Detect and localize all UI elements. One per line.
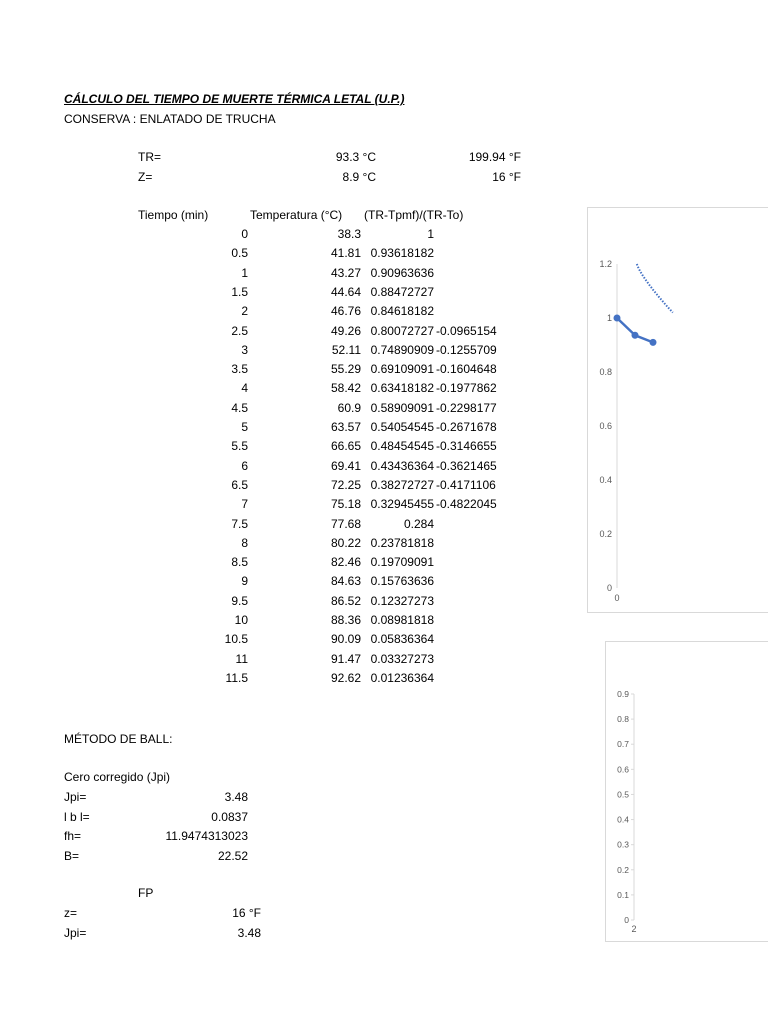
- cell-ratio: 0.84618182: [370, 304, 434, 319]
- cell-tiempo: 0.5: [231, 246, 248, 261]
- y-tick-label: 0: [606, 583, 612, 593]
- cell-temperatura: 75.18: [330, 497, 361, 512]
- y-tick-label: 0.6: [617, 764, 629, 775]
- cell-ratio: 0.12327273: [370, 593, 434, 608]
- y-tick-label: 0: [624, 915, 629, 925]
- cell-ratio: 0.58909091: [370, 400, 434, 415]
- chart-1[interactable]: [587, 207, 768, 613]
- cell-ratio: 0.69109091: [370, 362, 434, 377]
- cell-tiempo: 2: [241, 304, 248, 319]
- cell-tiempo: 10.5: [224, 632, 248, 647]
- x-tick-label: 0: [614, 593, 620, 603]
- cell-ratio: 0.38272727: [370, 477, 434, 492]
- z-celsius: 8.9 °C: [342, 170, 376, 184]
- cell-tiempo: 1.5: [231, 284, 248, 299]
- cell-temperatura: 66.65: [330, 439, 361, 454]
- cell-ratio: 0.93618182: [370, 246, 434, 261]
- cell-log: -0.2671678: [436, 420, 497, 434]
- ball-param-value: 0.0837: [211, 809, 248, 824]
- ball-param-value: 11.9474313023: [165, 829, 248, 843]
- cell-temperatura: 72.25: [330, 477, 361, 492]
- cell-ratio: 0.08981818: [370, 613, 434, 627]
- cell-log: -0.3621465: [436, 458, 497, 473]
- data-point: [632, 332, 639, 339]
- z-fahrenheit: 16 °F: [492, 170, 521, 184]
- page-title: CÁLCULO DEL TIEMPO DE MUERTE TÉRMICA LETAL (U.P.): [64, 92, 405, 106]
- cell-ratio: 0.54054545: [370, 420, 434, 434]
- cero-corregido-label: Cero corregido (Jpi): [64, 770, 171, 784]
- cell-log: -0.1977862: [436, 381, 497, 396]
- series-line: [617, 318, 653, 342]
- cell-tiempo: 6.5: [231, 477, 248, 492]
- cell-temperatura: 91.47: [330, 651, 361, 666]
- cell-log: -0.3146655: [436, 439, 497, 454]
- cell-log: -0.1604648: [436, 362, 497, 377]
- tr-celsius: 93.3 °C: [335, 150, 376, 164]
- cell-ratio: 0.05836364: [370, 632, 434, 647]
- cell-temperatura: 52.11: [331, 342, 361, 357]
- x-tick-label: 2: [631, 924, 637, 934]
- cell-ratio: 0.80072727: [370, 323, 434, 338]
- cell-temperatura: 58.42: [330, 381, 361, 396]
- data-point: [650, 339, 657, 346]
- cell-temperatura: 77.68: [330, 516, 361, 531]
- cell-temperatura: 86.52: [330, 593, 361, 608]
- col-header-temperatura: Temperatura (°C): [250, 208, 343, 222]
- cell-tiempo: 9.5: [231, 593, 248, 608]
- fp-heading: FP: [138, 886, 154, 900]
- cell-log: -0.0965154: [436, 323, 497, 338]
- cell-ratio: 0.43436364: [370, 458, 434, 473]
- cell-temperatura: 55.29: [330, 362, 361, 377]
- ball-param-value: 22.52: [217, 848, 248, 863]
- cell-temperatura: 63.57: [330, 420, 361, 434]
- cell-temperatura: 92.62: [330, 670, 361, 685]
- cell-tiempo: 4.5: [231, 400, 248, 415]
- fp-param-label: Jpi=: [64, 926, 87, 940]
- y-tick-label: 0.8: [617, 714, 629, 725]
- tr-label: TR=: [138, 150, 162, 164]
- cell-log: -0.4171106: [436, 477, 496, 492]
- cell-temperatura: 43.27: [330, 265, 361, 280]
- cell-tiempo: 9: [241, 574, 248, 589]
- z-label: Z=: [138, 170, 153, 184]
- fp-param-value: 3.48: [237, 926, 261, 940]
- cell-temperatura: 41.81: [330, 246, 361, 261]
- cell-tiempo: 11.5: [225, 670, 248, 685]
- y-tick-label: 0.2: [599, 529, 612, 539]
- cell-temperatura: 49.26: [330, 323, 361, 338]
- cell-log: -0.1255709: [436, 342, 497, 357]
- cell-ratio: 0.23781818: [370, 535, 434, 550]
- y-tick-label: 0.3: [617, 839, 629, 850]
- chart-1-plot: [588, 208, 768, 612]
- cell-ratio: 0.90963636: [370, 265, 434, 280]
- cell-ratio: 0.32945455: [370, 497, 434, 512]
- cell-ratio: 0.63418182: [370, 381, 434, 396]
- ball-param-label: l b l=: [64, 809, 90, 824]
- y-tick-label: 0.7: [617, 739, 629, 750]
- y-tick-label: 1.2: [599, 259, 612, 269]
- cell-log: -0.4822045: [436, 497, 497, 512]
- cell-ratio: 0.19709091: [370, 555, 434, 570]
- cell-ratio: 0.74890909: [370, 342, 434, 357]
- cell-ratio: 0.01236364: [370, 670, 434, 685]
- cell-tiempo: 3.5: [231, 362, 248, 377]
- cell-tiempo: 0: [241, 227, 248, 241]
- cell-tiempo: 10: [234, 613, 248, 627]
- cell-tiempo: 5: [241, 420, 248, 434]
- y-tick-label: 0.2: [617, 864, 629, 875]
- cell-ratio: 0.48454545: [370, 439, 434, 454]
- y-tick-label: 0.8: [599, 367, 612, 377]
- cell-tiempo: 7.5: [231, 516, 248, 531]
- ball-param-label: fh=: [64, 829, 82, 843]
- cell-tiempo: 8.5: [231, 555, 248, 570]
- cell-temperatura: 88.36: [330, 613, 361, 627]
- y-tick-label: 0.6: [599, 421, 612, 431]
- page-subtitle: CONSERVA : ENLATADO DE TRUCHA: [64, 112, 276, 126]
- trendline: [637, 264, 673, 313]
- cell-tiempo: 4: [241, 381, 248, 396]
- cell-temperatura: 84.63: [330, 574, 361, 589]
- cell-tiempo: 1: [241, 265, 248, 280]
- cell-tiempo: 6: [241, 458, 248, 473]
- fp-param-label: z=: [64, 906, 78, 920]
- cell-temperatura: 69.41: [330, 458, 361, 473]
- cell-temperatura: 60.9: [337, 400, 361, 415]
- y-tick-label: 0.5: [617, 789, 629, 800]
- cell-log: -0.2298177: [436, 400, 497, 415]
- cell-ratio: 1: [427, 227, 434, 241]
- ball-heading: MÉTODO DE BALL:: [64, 732, 173, 746]
- ball-param-label: B=: [64, 848, 80, 863]
- cell-temperatura: 90.09: [330, 632, 361, 647]
- ball-param-value: 3.48: [224, 790, 248, 804]
- col-header-ratio: (TR-Tpmf)/(TR-To): [364, 208, 464, 222]
- chart-2-plot: [606, 642, 768, 941]
- y-tick-label: 0.9: [617, 689, 629, 699]
- cell-tiempo: 3: [241, 342, 248, 357]
- cell-tiempo: 2.5: [231, 323, 248, 338]
- cell-ratio: 0.15763636: [370, 574, 434, 589]
- cell-ratio: 0.284: [403, 516, 434, 531]
- col-header-tiempo: Tiempo (min): [138, 208, 209, 222]
- fp-param-value: 16 °F: [232, 906, 261, 920]
- data-point: [614, 315, 621, 322]
- cell-temperatura: 46.76: [330, 304, 361, 319]
- cell-tiempo: 7: [241, 497, 248, 512]
- tr-fahrenheit: 199.94 °F: [468, 150, 521, 164]
- cell-temperatura: 44.64: [330, 284, 361, 299]
- cell-ratio: 0.03327273: [370, 651, 434, 666]
- y-tick-label: 1: [606, 313, 612, 323]
- chart-2[interactable]: [605, 641, 768, 942]
- cell-tiempo: 11: [235, 651, 248, 666]
- cell-temperatura: 80.22: [330, 535, 361, 550]
- y-tick-label: 0.1: [617, 889, 629, 900]
- cell-temperatura: 38.3: [337, 227, 361, 241]
- y-tick-label: 0.4: [617, 814, 629, 825]
- ball-param-label: Jpi=: [64, 790, 87, 804]
- cell-tiempo: 5.5: [231, 439, 248, 454]
- cell-tiempo: 8: [241, 535, 248, 550]
- cell-ratio: 0.88472727: [370, 284, 434, 299]
- cell-temperatura: 82.46: [330, 555, 361, 570]
- y-tick-label: 0.4: [599, 475, 612, 485]
